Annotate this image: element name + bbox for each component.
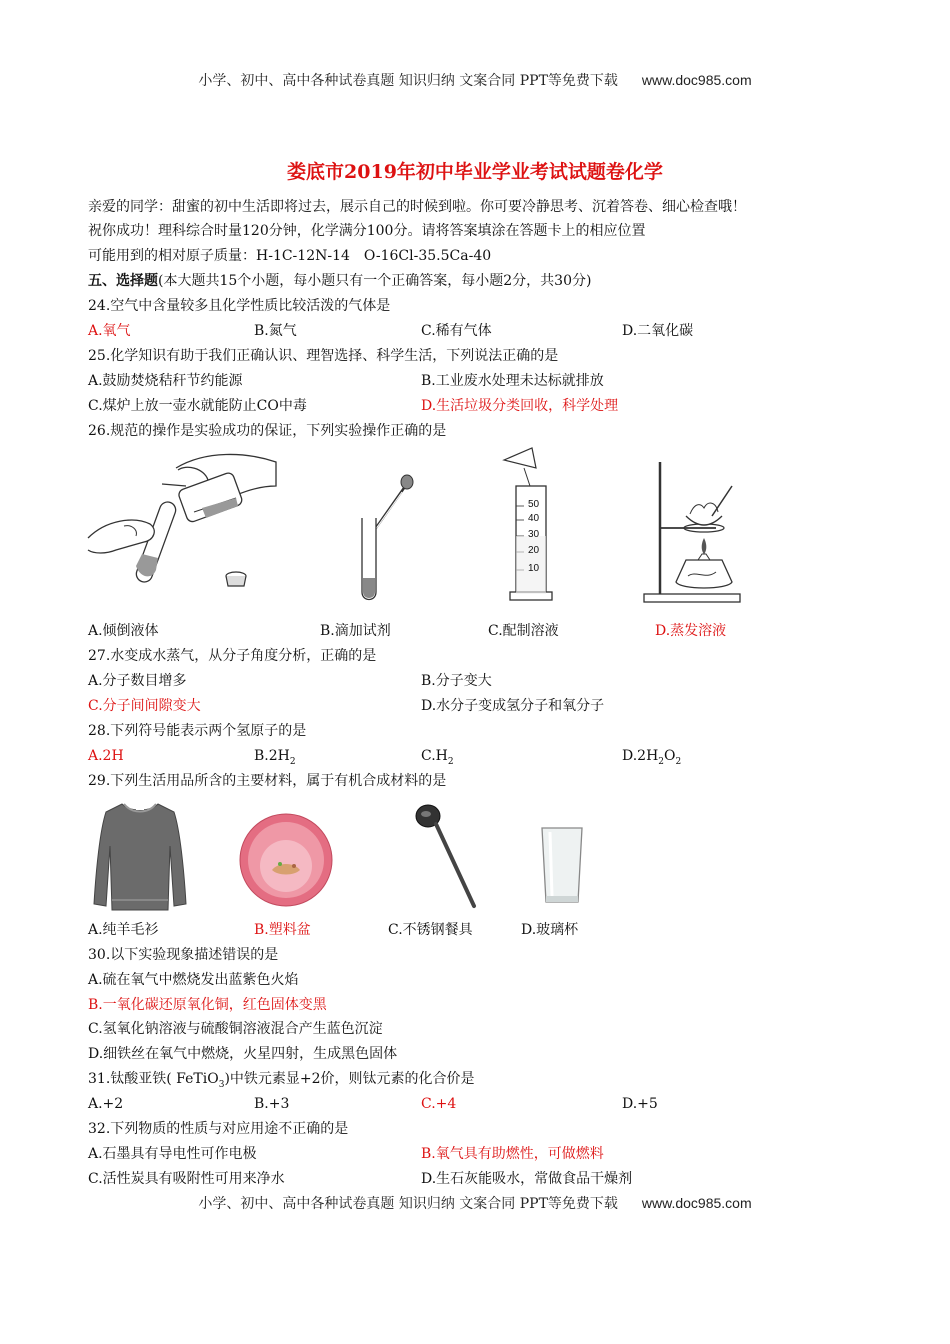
- page-header: [0, 70, 950, 90]
- footer-site: www.doc985.com: [641, 1195, 752, 1211]
- q31-option-c: C.+4: [421, 1096, 457, 1112]
- q27-option-a: A.分子数目增多: [88, 673, 187, 689]
- q27-option-c: C.分子间间隙变大: [88, 698, 201, 714]
- q29-option-c: C.不锈钢餐具: [388, 922, 473, 938]
- page-footer: [0, 1193, 950, 1213]
- section-heading: [88, 272, 591, 290]
- q28-option-d: $D.2H_2O_2$: [622, 748, 682, 767]
- dropper-figure: [340, 474, 430, 604]
- q27-stem: 27.水变成水蒸气，从分子角度分析，正确的是: [88, 648, 377, 664]
- q24-option-d: D.二氧化碳: [622, 323, 694, 339]
- q24-stem: 24.空气中含量较多且化学性质比较活泼的气体是: [88, 298, 391, 314]
- q32-option-b: B.氧气具有助燃性，可做燃料: [421, 1146, 604, 1162]
- wool-sweater-figure: [92, 800, 188, 912]
- cylinder-mark-20: 20: [528, 545, 540, 556]
- q27-option-d: D.水分子变成氢分子和氧分子: [421, 698, 605, 714]
- q26-stem: 26.规范的操作是实验成功的保证，下列实验操作正确的是: [88, 423, 447, 439]
- intro-line-1: 亲爱的同学：甜蜜的初中生活即将过去，展示自己的时候到啦。你可要冷静思考、沉着答卷、细心检查哦！: [88, 199, 746, 215]
- q32-option-c: C.活性炭具有吸附性可用来净水: [88, 1171, 285, 1187]
- q25-option-c: C.煤炉上放一壶水就能防止CO中毒: [88, 398, 307, 414]
- q30-stem: 30.以下实验现象描述错误的是: [88, 947, 279, 963]
- cylinder-mark-30: 30: [528, 529, 540, 540]
- q31-stem: 31.钛酸亚铁( FeTiO$_3$)中铁元素显+2价，则钛元素的化合价是: [88, 1071, 475, 1090]
- steel-ladle-figure: [414, 802, 484, 912]
- q31-option-b: B.+3: [254, 1096, 290, 1112]
- q26-option-a: A.倾倒液体: [88, 623, 159, 639]
- q24-option-c: C.稀有气体: [421, 323, 492, 339]
- footer-text: 小学、初中、高中各种试卷真题 知识归纳 文案合同 PPT等免费下载: [198, 1196, 618, 1212]
- q29-option-a: A.纯羊毛衫: [88, 922, 159, 938]
- q28-option-c: $C.H_2$: [421, 748, 454, 767]
- q28-option-b: $B.2H_2$: [254, 748, 296, 767]
- q24-option-b: B.氮气: [254, 323, 297, 339]
- header-text: 小学、初中、高中各种试卷真题 知识归纳 文案合同 PPT等免费下载: [198, 73, 618, 89]
- q29-option-d: D.玻璃杯: [521, 922, 579, 938]
- cylinder-mark-40: 40: [528, 513, 540, 524]
- q25-option-b: B.工业废水处理未达标就排放: [421, 373, 604, 389]
- q29-option-b: B.塑料盆: [254, 922, 311, 938]
- q31-option-a: A.+2: [88, 1096, 124, 1112]
- q32-stem: 32.下列物质的性质与对应用途不正确的是: [88, 1121, 349, 1137]
- q29-stem: 29.下列生活用品所含的主要材料，属于有机合成材料的是: [88, 773, 447, 789]
- q30-option-b: B.一氧化碳还原氧化铜，红色固体变黑: [88, 997, 327, 1013]
- q31-option-d: D.+5: [622, 1096, 658, 1112]
- pouring-liquid-figure: [86, 446, 286, 596]
- q27-option-b: B.分子变大: [421, 673, 492, 689]
- cylinder-mark-10: 10: [528, 563, 540, 574]
- plastic-basin-figure: [238, 812, 334, 908]
- q25-stem: 25.化学知识有助于我们正确认识、理智选择、科学生活，下列说法正确的是: [88, 348, 559, 364]
- q28-option-a: A.2H: [88, 748, 124, 764]
- graduated-cylinder-figure: [500, 446, 560, 606]
- cylinder-mark-50: 50: [528, 499, 540, 510]
- glass-cup-figure: [540, 826, 584, 906]
- q25-option-d: D.生活垃圾分类回收，科学处理: [421, 398, 619, 414]
- q26-option-c: C.配制溶液: [488, 623, 559, 639]
- section-note: (本大题共15个小题，每小题只有一个正确答案，每小题2分，共30分): [158, 273, 592, 289]
- q30-option-a: A.硫在氧气中燃烧发出蓝紫色火焰: [88, 972, 299, 988]
- q24-option-a: A.氧气: [88, 323, 131, 339]
- q32-option-a: A.石墨具有导电性可作电极: [88, 1146, 257, 1162]
- evaporation-setup-figure: [640, 456, 750, 606]
- section-label: 五、选择题: [88, 273, 158, 289]
- q26-option-b: B.滴加试剂: [320, 623, 391, 639]
- q28-stem: 28.下列符号能表示两个氢原子的是: [88, 723, 307, 739]
- intro-line-3: 可能用到的相对原子质量：H-1C-12N-14 O-16Cl-35.5Ca-40: [88, 248, 492, 264]
- q25-option-a: A.鼓励焚烧秸秆节约能源: [88, 373, 243, 389]
- q32-option-d: D.生石灰能吸水，常做食品干燥剂: [421, 1171, 633, 1187]
- q30-option-d: D.细铁丝在氧气中燃烧，火星四射，生成黑色固体: [88, 1046, 398, 1062]
- intro-line-2: 祝你成功！理科综合时量120分钟，化学满分100分。请将答案填涂在答题卡上的相应位置: [88, 223, 646, 239]
- q30-option-c: C.氢氧化钠溶液与硫酸铜溶液混合产生蓝色沉淀: [88, 1021, 383, 1037]
- header-site: www.doc985.com: [641, 72, 752, 88]
- q26-option-d: D.蒸发溶液: [655, 623, 727, 639]
- exam-title: 娄底市2019年初中毕业学业考试试题卷化学: [287, 161, 663, 183]
